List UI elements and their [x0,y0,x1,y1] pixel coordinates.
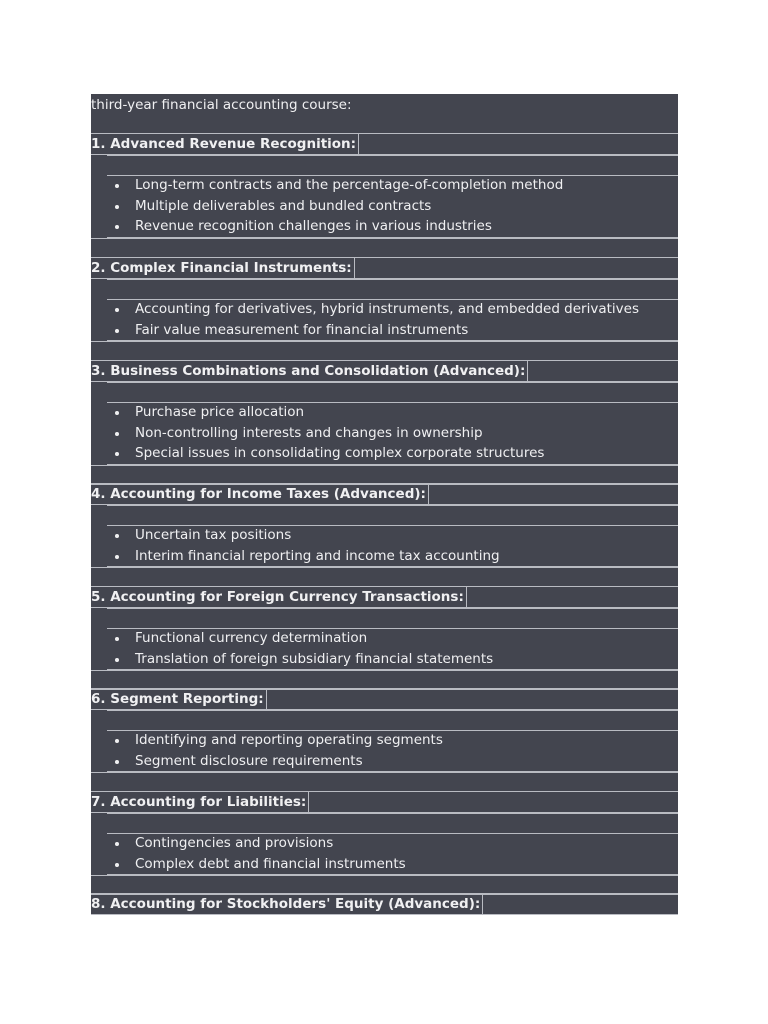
spacer-row [107,155,678,176]
bullet-list [107,299,678,341]
list-item: Multiple deliverables and bundled contracts [107,196,678,217]
bullet-list [107,628,678,670]
spacer-row [91,875,678,895]
intro-text: third-year financial accounting course: [91,97,352,113]
spacer-row [107,813,678,834]
list-item: Contingencies and provisions [107,833,678,854]
spacer-row [91,238,678,258]
list-item: Non-controlling interests and changes in ownership [107,423,678,444]
section-heading-text: 7. Accounting for Liabilities: [91,792,309,812]
section-heading-text: 8. Accounting for Stockholders' Equity (Advanced): [91,894,483,914]
list-item: Functional currency determination [107,628,678,649]
section-heading-text: 6. Segment Reporting: [91,689,267,709]
list-item: Accounting for derivatives, hybrid instruments, and embedded derivatives [107,299,678,320]
section-heading [91,688,678,710]
bullet-list [107,175,678,238]
spacer-row [107,608,678,629]
document-page [91,94,678,915]
bullet-list [107,730,678,772]
section-heading [91,586,678,608]
list-item: Segment disclosure requirements [107,751,678,772]
section-heading-text: 2. Complex Financial Instruments: [91,258,355,278]
list-item: Uncertain tax positions [107,525,678,546]
section-heading [91,133,678,155]
bullet-list [107,402,678,465]
list-item: Complex debt and financial instruments [107,854,678,875]
section-heading [91,257,678,279]
section-heading-text: 3. Business Combinations and Consolidation (Advanced): [91,361,528,381]
list-item: Identifying and reporting operating segments [107,730,678,751]
list-item: Revenue recognition challenges in various industries [107,216,678,237]
spacer-row [107,710,678,731]
spacer-row [91,465,678,485]
spacer-row [107,505,678,526]
section-heading [91,791,678,813]
list-item: Special issues in consolidating complex corporate structures [107,443,678,464]
bullet-list [107,833,678,875]
section-heading-text: 5. Accounting for Foreign Currency Transactions: [91,587,467,607]
section-heading [91,483,678,505]
section-heading-text: 1. Advanced Revenue Recognition: [91,134,359,154]
spacer-row [91,772,678,792]
list-item: Purchase price allocation [107,402,678,423]
spacer-row [91,670,678,690]
list-item: Interim financial reporting and income tax accounting [107,546,678,567]
spacer-row [107,279,678,300]
bullet-list [107,525,678,567]
spacer-row [107,382,678,403]
section-heading-text: 4. Accounting for Income Taxes (Advanced): [91,484,429,504]
list-item: Fair value measurement for financial instruments [107,320,678,341]
list-item: Long-term contracts and the percentage-of-completion method [107,175,678,196]
list-item: Translation of foreign subsidiary financial statements [107,649,678,670]
section-heading [91,893,678,915]
spacer-row [91,341,678,361]
section-heading [91,360,678,382]
spacer-row [91,567,678,587]
